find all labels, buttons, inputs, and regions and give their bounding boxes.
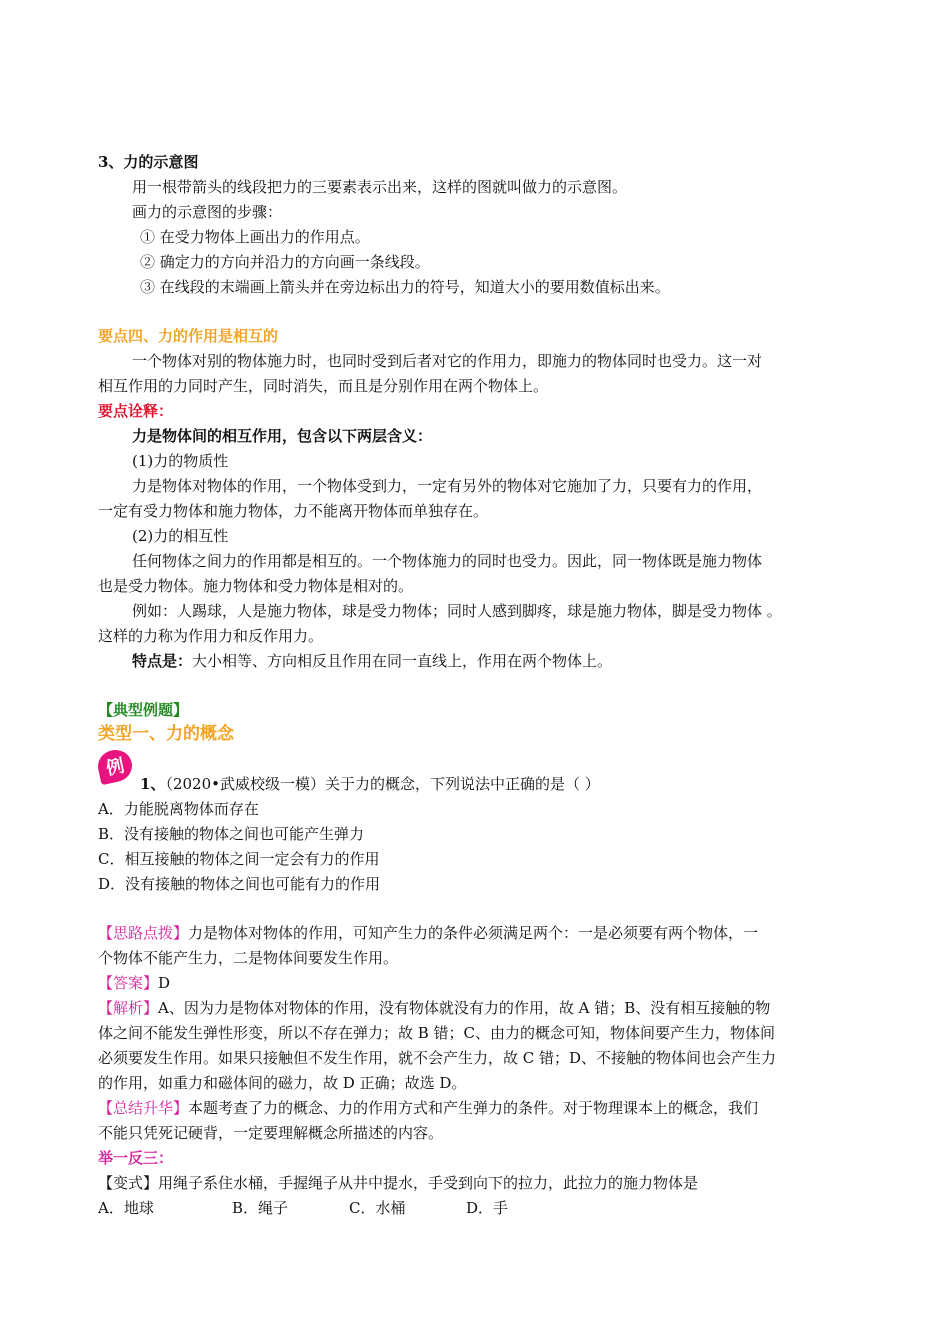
summary-line-1 <box>98 1098 758 1118</box>
analysis-line-1 <box>98 998 770 1018</box>
variant-options <box>98 1198 508 1218</box>
feature-line <box>132 651 612 671</box>
examples-header: 【典型例题】 <box>98 701 189 719</box>
variant-text: 用绳子系住水桶，手握绳子从井中提水，手受到向下的拉力，此拉力的施力物体是 <box>158 1174 699 1192</box>
summary-label: 【总结升华】 <box>98 1099 189 1117</box>
variant-option-d: D．手 <box>466 1199 509 1217</box>
note-2-title: (2)力的相互性 <box>132 527 229 545</box>
point-4-paragraph-line-2: 相互作用的力同时产生，同时消失，而且是分别作用在两个物体上。 <box>98 377 549 395</box>
option-d: D．没有接触的物体之间也可能有力的作用 <box>98 875 381 893</box>
step-1: ① 在受力物体上画出力的作用点。 <box>140 228 370 246</box>
summary-line-2: 不能只凭死记硬背，一定要理解概念所描述的内容。 <box>98 1124 444 1142</box>
answer-line <box>98 973 170 993</box>
example-badge-icon: 例 <box>95 747 135 785</box>
section-3-definition: 用一根带箭头的线段把力的三要素表示出来，这样的图就叫做力的示意图。 <box>132 178 628 196</box>
analysis-line-3: 必须要发生作用。如果只接触但不发生作用，就不会产生力，故 C 错；D、不接触的物体间也会产生力 <box>98 1049 777 1067</box>
note-title: 要点诠释： <box>98 402 174 420</box>
question-text: （2020•武威校级一模）关于力的概念，下列说法中正确的是（ ） <box>165 775 600 793</box>
analysis-line-2: 体之间不能发生弹性形变，所以不存在弹力；故 B 错；C、由力的概念可知，物体间要产生力，物体间 <box>98 1024 776 1042</box>
hint-text: 力是物体对物体的作用，可知产生力的条件必须满足两个：一是必须要有两个物体，一 <box>188 924 759 942</box>
option-c: C．相互接触的物体之间一定会有力的作用 <box>98 850 380 868</box>
note-1-line-2: 一定有受力物体和施力物体，力不能离开物体而单独存在。 <box>98 502 489 520</box>
hint-line-1 <box>98 923 758 943</box>
section-3-title: 3、力的示意图 <box>98 153 199 171</box>
analysis-text: A、因为力是物体对物体的作用，没有物体就没有力的作用，故 A 错；B、没有相互接触的物 <box>158 999 771 1017</box>
summary-text: 本题考查了力的概念、力的作用方式和产生弹力的条件。对于物理课本上的概念，我们 <box>188 1099 759 1117</box>
section-3-steps-intro: 画力的示意图的步骤： <box>132 203 283 221</box>
note-2-line-1: 任何物体之间力的作用都是相互的。一个物体施力的同时也受力。因此，同一物体既是施力物体 <box>132 552 763 570</box>
answer-value: D <box>158 974 171 992</box>
point-4-title: 要点四、力的作用是相互的 <box>98 327 279 345</box>
variant-label: 【变式】 <box>98 1174 159 1192</box>
example-line-2: 这样的力称为作用力和反作用力。 <box>98 627 324 645</box>
note-1-title: (1)力的物质性 <box>132 452 229 470</box>
variant-line <box>98 1173 698 1193</box>
note-2-line-2: 也是受力物体。施力物体和受力物体是相对的。 <box>98 577 414 595</box>
note-heading: 力是物体间的相互作用，包含以下两层含义： <box>132 427 433 445</box>
variant-option-c: C．水桶 <box>349 1199 406 1217</box>
question-1 <box>140 774 600 794</box>
variant-option-a: A．地球 <box>98 1199 154 1217</box>
type-1-title: 类型一、力的概念 <box>98 724 234 744</box>
question-number: 1、 <box>140 775 166 793</box>
hint-label: 【思路点拨】 <box>98 924 189 942</box>
option-a: A．力能脱离物体而存在 <box>98 800 259 818</box>
answer-label: 【答案】 <box>98 974 159 992</box>
example-line-1: 例如：人踢球，人是施力物体，球是受力物体；同时人感到脚疼，球是施力物体，脚是受力物体 。 <box>132 602 782 620</box>
analysis-label: 【解析】 <box>98 999 159 1017</box>
hint-line-2: 个物体不能产生力，二是物体间要发生作用。 <box>98 949 399 967</box>
variant-option-b: B．绳子 <box>232 1199 289 1217</box>
step-3: ③ 在线段的末端画上箭头并在旁边标出力的符号，知道大小的要用数值标出来。 <box>140 278 670 296</box>
practice-title: 举一反三： <box>98 1149 174 1167</box>
step-2: ② 确定力的方向并沿力的方向画一条线段。 <box>140 253 430 271</box>
note-1-line-1: 力是物体对物体的作用，一个物体受到力，一定有另外的物体对它施加了力，只要有力的作用， <box>132 477 763 495</box>
point-4-paragraph-line-1: 一个物体对别的物体施力时，也同时受到后者对它的作用力，即施力的物体同时也受力。这一对 <box>132 352 763 370</box>
option-b: B．没有接触的物体之间也可能产生弹力 <box>98 825 365 843</box>
feature-label: 特点是： <box>132 652 193 670</box>
feature-text: 大小相等、方向相反且作用在同一直线上，作用在两个物体上。 <box>192 652 613 670</box>
analysis-line-4: 的作用，如重力和磁体间的磁力，故 D 正确；故选 D。 <box>98 1074 467 1092</box>
